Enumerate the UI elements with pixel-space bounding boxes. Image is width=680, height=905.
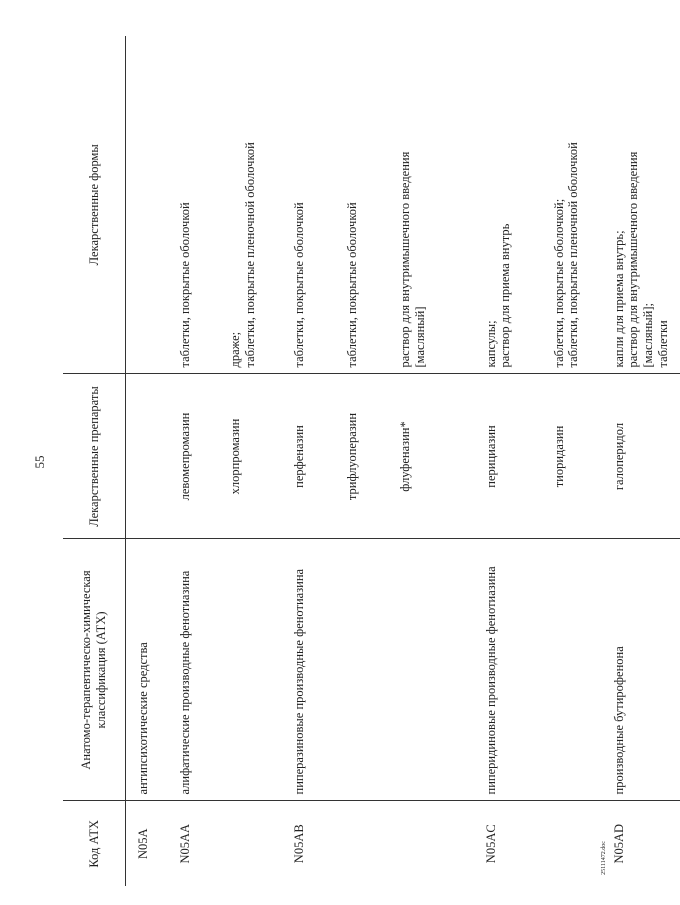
cell-drug: трифлуоперазин <box>334 374 388 539</box>
page-number: 55 <box>32 455 47 469</box>
cell-drug: галоперидол <box>600 374 680 539</box>
form-line: капли для приема внутрь; <box>611 230 626 368</box>
cell-classification: алифатические производные фенотиазина <box>167 539 218 801</box>
form-line: таблетки, покрытые пленочной оболочкой <box>566 142 581 368</box>
table-row <box>542 36 600 886</box>
atc-drug-table <box>63 36 680 886</box>
table-row <box>600 36 680 886</box>
cell-drug: перфеназин <box>282 374 334 539</box>
cell-drug <box>126 374 168 539</box>
cell-forms <box>388 36 428 374</box>
cell-classification <box>218 539 282 801</box>
table-row <box>167 36 218 886</box>
table-row <box>334 36 388 886</box>
form-line: таблетки, покрытые оболочкой <box>345 202 359 368</box>
cell-drug: перициазин <box>472 374 542 539</box>
cell-code <box>218 801 282 886</box>
cell-classification <box>334 539 388 801</box>
cell-code: N05AB <box>292 824 306 864</box>
cell-forms <box>542 36 600 374</box>
cell-code <box>388 801 428 886</box>
cell-forms <box>428 36 472 374</box>
cell-code: N05AD <box>611 823 626 864</box>
cell-drug: хлорпромазин <box>218 374 282 539</box>
form-line: раствор для приема внутрь <box>498 223 513 368</box>
cell-drug: флуфеназин* <box>388 374 428 539</box>
form-line: раствор для внутримышечного введения <box>398 151 412 368</box>
cell-classification <box>542 539 600 801</box>
form-line: таблетки, покрытые оболочкой; <box>551 198 566 368</box>
cell-drug: тиоридазин <box>542 374 600 539</box>
form-line: [масляный] <box>412 306 427 368</box>
header-code: Код АТХ <box>63 801 126 886</box>
table-row <box>218 36 282 886</box>
cell-code: N05AA <box>178 823 192 864</box>
table-row <box>472 36 542 886</box>
form-line: раствор для внутримышечного введения <box>626 151 641 368</box>
cell-classification <box>388 539 428 801</box>
form-line: [масляный]; <box>641 303 655 368</box>
cell-code <box>334 801 388 886</box>
cell-code <box>542 801 600 886</box>
form-line: таблетки, покрытые пленочной оболочкой <box>242 142 257 368</box>
cell-forms <box>282 36 334 374</box>
header-classification: Анатомо-терапевтическо-химическая классификация (АТХ) <box>63 539 126 801</box>
cell-classification: производные бутирофенона <box>600 539 680 801</box>
form-line: таблетки, покрытые оболочкой <box>178 202 192 368</box>
cell-forms <box>126 36 168 374</box>
cell-classification: пиперидиновые производные фенотиазина <box>472 539 542 801</box>
table-row <box>388 36 428 886</box>
form-line: капсулы; <box>483 320 498 368</box>
table-row <box>428 36 472 886</box>
cell-forms <box>472 36 542 374</box>
cell-forms <box>600 36 680 374</box>
cell-forms <box>334 36 388 374</box>
cell-forms <box>167 36 218 374</box>
cell-code: N05AC <box>483 824 498 864</box>
header-drugs: Лекарственные препараты <box>63 374 126 539</box>
cell-classification: антипсихотические средства <box>126 539 168 801</box>
header-forms: Лекарственные формы <box>63 36 126 374</box>
table-header-row <box>63 36 126 886</box>
table-row <box>282 36 334 886</box>
cell-classification <box>428 539 472 801</box>
cell-code: N05A <box>136 828 150 860</box>
table-row <box>126 36 168 886</box>
footer-document-code: 25111472.doc <box>601 841 607 875</box>
form-line: таблетки <box>655 320 670 368</box>
form-line: драже; <box>228 331 242 368</box>
cell-drug: левомепромазин <box>167 374 218 539</box>
cell-drug <box>428 374 472 539</box>
form-line: таблетки, покрытые оболочкой <box>292 202 306 368</box>
cell-forms <box>218 36 282 374</box>
cell-code <box>428 801 472 886</box>
cell-classification: пиперазиновые производные фенотиазина <box>282 539 334 801</box>
